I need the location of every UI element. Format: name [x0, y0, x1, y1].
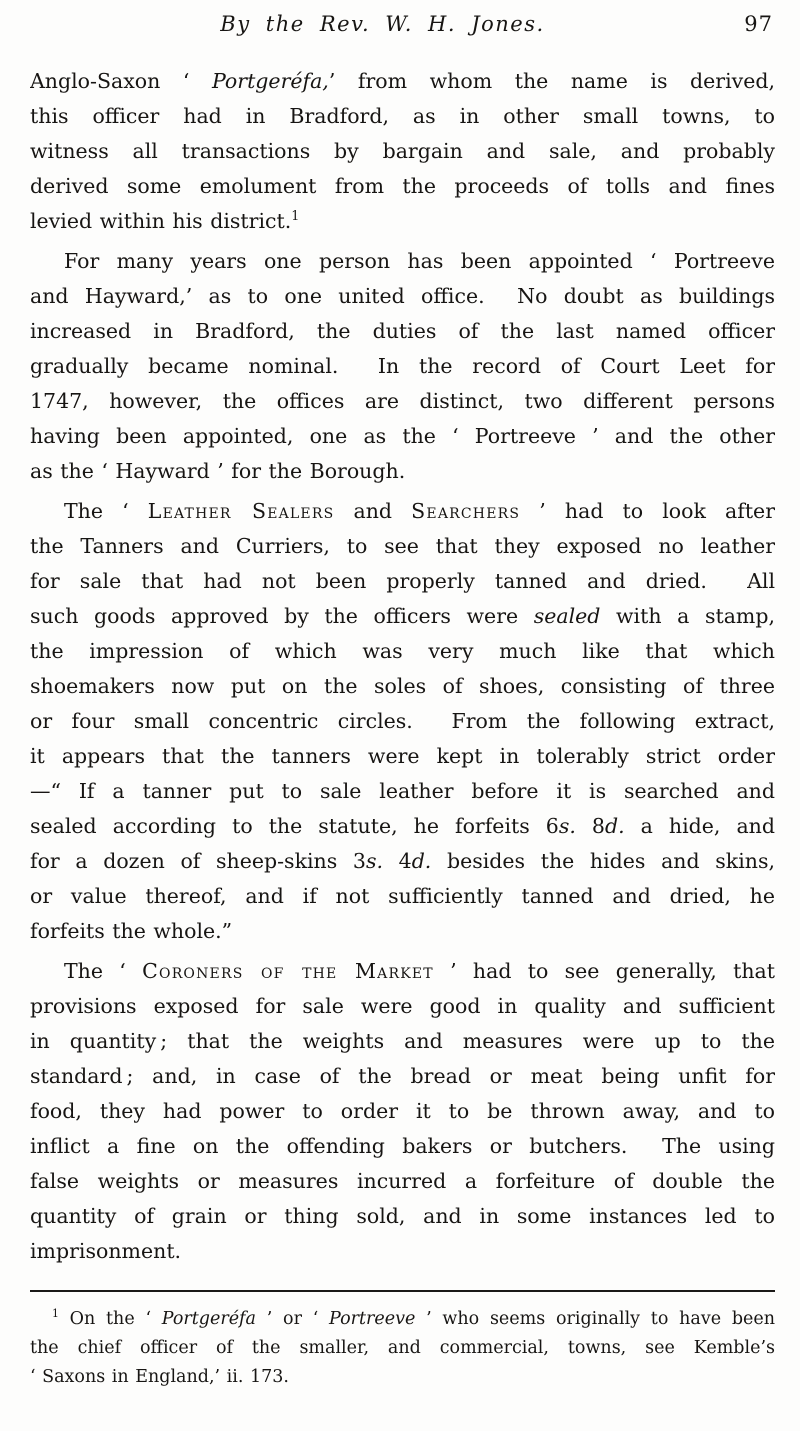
text-run: Leather Sealers	[147, 499, 335, 523]
page-number: 97	[744, 12, 773, 36]
text-run: gradually became nominal. In the record of Court Leet for	[30, 354, 775, 378]
text-line	[30, 1363, 775, 1392]
text-line	[30, 739, 775, 774]
text-line	[30, 279, 775, 314]
text-run: The ‘	[64, 959, 143, 983]
text-run: Portreeve	[329, 1309, 416, 1329]
text-run: ‘ Saxons in England,’ ii. 173.	[30, 1367, 289, 1387]
text-run: sealed	[533, 604, 601, 628]
text-run: in quantity ; that the weights and measures were up to the	[30, 1029, 775, 1053]
text-run: ’ who seems originally to have been	[415, 1309, 775, 1329]
footnote	[30, 1305, 775, 1392]
text-line	[30, 134, 775, 169]
text-run: For many years one person has been appointed ‘ Portreeve	[64, 249, 775, 273]
footnote-marker: 1	[291, 208, 300, 224]
text-line	[30, 314, 775, 349]
text-line	[30, 1024, 775, 1059]
text-run: for a dozen of sheep-skins 3	[30, 849, 366, 873]
text-run: imprisonment.	[30, 1239, 182, 1263]
text-run: besides the hides and skins,	[431, 849, 775, 873]
text-run: s.	[365, 849, 383, 873]
text-run: sealed according to the statute, he forfeits 6	[30, 814, 559, 838]
text-line	[30, 704, 775, 739]
text-line	[30, 1164, 775, 1199]
paragraph	[30, 244, 775, 489]
text-run: the chief officer of the smaller, and commercial, towns, see Kemble’s	[30, 1338, 775, 1358]
text-run: d.	[411, 849, 432, 873]
text-run: ’ or ‘	[255, 1309, 330, 1329]
text-line	[30, 1234, 775, 1269]
text-run: Searchers	[411, 499, 521, 523]
text-run: standard ; and, in case of the bread or meat being unfit for	[30, 1064, 775, 1088]
text-run: inflict a fine on the offending bakers or butchers. The using	[30, 1134, 775, 1158]
text-run: such goods approved by the officers were	[30, 604, 534, 628]
text-run: provisions exposed for sale were good in quality and sufficient	[30, 994, 775, 1018]
text-run: and Hayward,’ as to one united office. No doubt as buildings	[30, 284, 775, 308]
text-line	[30, 204, 775, 239]
text-line	[30, 879, 775, 914]
text-line	[30, 1334, 775, 1363]
text-line	[30, 669, 775, 704]
text-line	[30, 64, 775, 99]
text-line	[30, 1059, 775, 1094]
text-run: 4	[383, 849, 412, 873]
text-run: witness all transactions by bargain and sale, and probably	[30, 139, 775, 163]
text-line	[30, 1129, 775, 1164]
running-header-title: By the Rev. W. H. Jones.	[220, 12, 545, 36]
text-line	[30, 1199, 775, 1234]
text-run: the Tanners and Curriers, to see that they exposed no leather	[30, 534, 775, 558]
text-line	[30, 454, 775, 489]
text-run: it appears that the tanners were kept in tolerably strict order	[30, 744, 775, 768]
text-line	[30, 349, 775, 384]
text-line	[30, 244, 775, 279]
text-line	[30, 844, 775, 879]
text-line	[30, 599, 775, 634]
text-run: ’ had to look after	[520, 499, 775, 523]
text-run: derived some emolument from the proceeds of tolls and fines	[30, 174, 775, 198]
text-line	[30, 914, 775, 949]
text-run: this officer had in Bradford, as in other small towns, to	[30, 104, 775, 128]
text-line	[30, 1305, 775, 1334]
text-line	[30, 419, 775, 454]
text-line	[30, 954, 775, 989]
text-run: false weights or measures incurred a forfeiture of double the	[30, 1169, 775, 1193]
text-run: Portgeréfa	[161, 1309, 256, 1329]
text-line	[30, 494, 775, 529]
text-run: levied within his district.	[30, 209, 292, 233]
text-run: 1747, however, the offices are distinct, two different persons	[30, 389, 775, 413]
text-line	[30, 809, 775, 844]
text-run: food, they had power to order it to be thrown away, and to	[30, 1099, 775, 1123]
paragraph	[30, 954, 775, 1269]
text-run: Portgeréfa,	[211, 69, 329, 93]
text-run: quantity of grain or thing sold, and in some instances led to	[30, 1204, 775, 1228]
text-run: On the ‘	[58, 1309, 162, 1329]
text-run: with a stamp,	[600, 604, 775, 628]
text-line	[30, 989, 775, 1024]
text-run: having been appointed, one as the ‘ Portreeve ’ and the other	[30, 424, 775, 448]
running-header	[30, 12, 775, 46]
paragraph	[30, 1305, 775, 1392]
paragraph	[30, 494, 775, 949]
text-run: and	[334, 499, 412, 523]
text-line	[30, 384, 775, 419]
text-run: Coroners of the Market	[142, 959, 434, 983]
text-run: —“ If a tanner put to sale leather before it is searched and	[30, 779, 775, 803]
footnote-marker: 1	[52, 1307, 59, 1321]
text-run: The ‘	[64, 499, 148, 523]
text-line	[30, 99, 775, 134]
text-run: 8	[575, 814, 605, 838]
text-run: forfeits the whole.”	[30, 919, 233, 943]
footnote-separator-rule	[30, 1290, 775, 1292]
text-line	[30, 1094, 775, 1129]
text-line	[30, 774, 775, 809]
text-run: increased in Bradford, the duties of the last named officer	[30, 319, 775, 343]
text-run: as the ‘ Hayward ’ for the Borough.	[30, 459, 406, 483]
text-run: for sale that had not been properly tanned and dried. All	[30, 569, 775, 593]
paragraph	[30, 64, 775, 239]
text-run: ’ from whom the name is derived,	[328, 69, 775, 93]
text-line	[30, 169, 775, 204]
text-run: s.	[558, 814, 576, 838]
text-line	[30, 564, 775, 599]
page-text	[30, 64, 775, 1269]
text-run: the impression of which was very much like that which	[30, 639, 775, 663]
text-line	[30, 634, 775, 669]
text-run: shoemakers now put on the soles of shoes, consisting of three	[30, 674, 775, 698]
text-run: a hide, and	[624, 814, 775, 838]
text-run: Anglo-Saxon ‘	[30, 69, 212, 93]
text-line	[30, 529, 775, 564]
text-run: d.	[604, 814, 625, 838]
text-run: or value thereof, and if not sufficiently tanned and dried, he	[30, 884, 775, 908]
text-run: ’ had to see generally, that	[433, 959, 775, 983]
text-run: or four small concentric circles. From the following extract,	[30, 709, 775, 733]
